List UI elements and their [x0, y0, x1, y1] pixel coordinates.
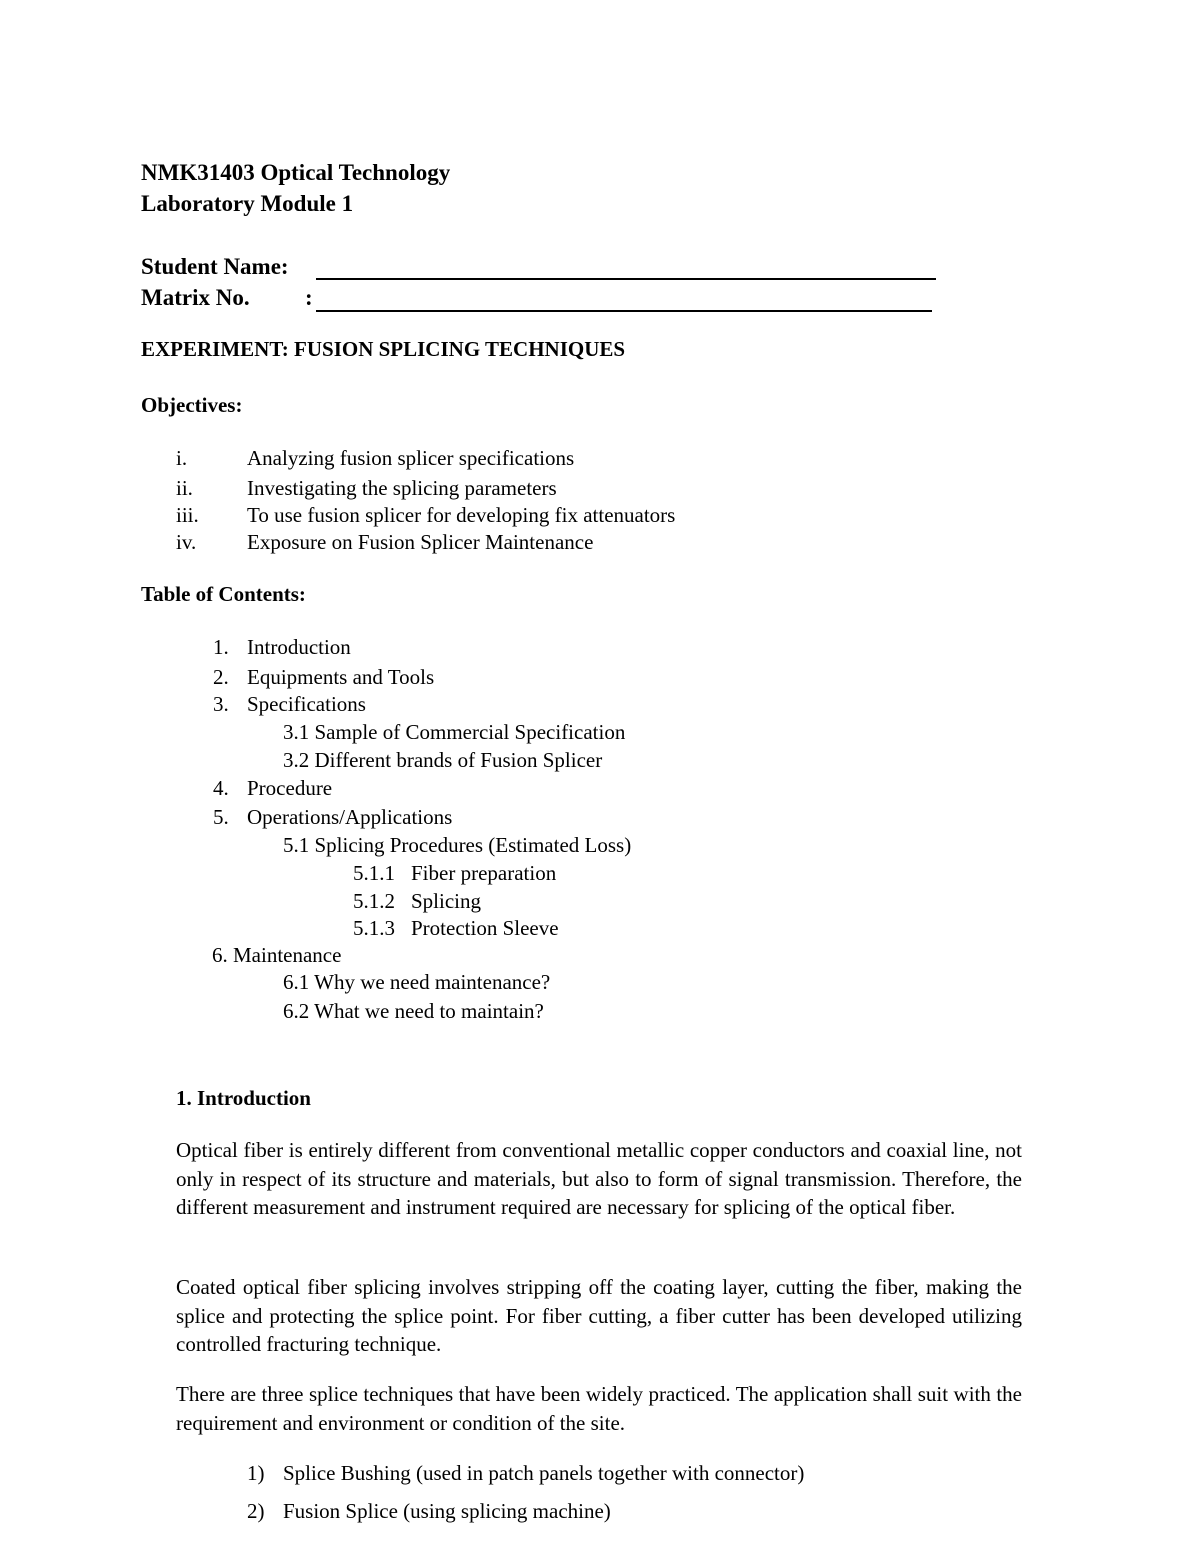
toc-subsubitem: Protection Sleeve — [411, 916, 559, 940]
splice-list-item: Splice Bushing (used in patch panels together with connector) — [283, 1461, 805, 1485]
toc-item-equipments: Equipments and Tools — [247, 665, 435, 689]
introduction-heading: 1. Introduction — [176, 1086, 311, 1110]
toc-item-introduction: Introduction — [247, 635, 351, 659]
intro-paragraph: Coated optical fiber splicing involves stripping off the coating layer, cutting the fiber, making the splice and protecting the splice point. For fiber cutting, a fiber cutter has been developed utilizing controlled fracturing technique. — [176, 1275, 1022, 1356]
toc-subitem: 5.1 Splicing Procedures (Estimated Loss) — [283, 833, 632, 857]
course-title: NMK31403 Optical Technology — [141, 160, 451, 185]
objective-item: Analyzing fusion splicer specifications — [247, 446, 575, 470]
experiment-title: EXPERIMENT: FUSION SPLICING TECHNIQUES — [141, 337, 626, 361]
toc-number: 5.1.1 — [353, 861, 395, 885]
toc-number: 5.1.3 — [353, 916, 395, 940]
toc-number: 3. — [213, 692, 229, 716]
objective-number: i. — [176, 446, 188, 470]
toc-subitem: 3.1 Sample of Commercial Specification — [283, 720, 626, 744]
toc-number: 4. — [213, 776, 229, 800]
matrix-no-field[interactable] — [316, 310, 932, 312]
student-name-label: Student Name: — [141, 254, 289, 279]
objective-item: Exposure on Fusion Splicer Maintenance — [247, 530, 594, 554]
splice-list-number: 1) — [247, 1461, 265, 1485]
student-name-field[interactable] — [316, 278, 936, 280]
toc-number: 1. — [213, 635, 229, 659]
module-title: Laboratory Module 1 — [141, 191, 354, 216]
splice-list-item: Fusion Splice (using splicing machine) — [283, 1499, 611, 1523]
matrix-no-label: Matrix No. — [141, 285, 250, 310]
toc-item-specifications: Specifications — [247, 692, 366, 716]
intro-paragraph: Optical fiber is entirely different from conventional metallic copper conductors and coaxial line, not only in respect of its structure and materials, but also to form of signal transmission. Therefore, the different measurement and instrument required are necessary for splicing of the optical fiber. — [176, 1138, 1022, 1219]
toc-item-operations: Operations/Applications — [247, 805, 453, 829]
toc-number: 5. — [213, 805, 229, 829]
objective-number: iii. — [176, 503, 199, 527]
toc-subsubitem: Fiber preparation — [411, 861, 557, 885]
toc-subitem: 3.2 Different brands of Fusion Splicer — [283, 748, 603, 772]
objectives-heading: Objectives: — [141, 393, 243, 417]
toc-number: 2. — [213, 665, 229, 689]
matrix-no-colon: : — [305, 285, 313, 310]
intro-paragraph: There are three splice techniques that have been widely practiced. The application shall suit with the requirement and environment or condition of the site. — [176, 1382, 1022, 1435]
toc-item-procedure: Procedure — [247, 776, 333, 800]
toc-number: 5.1.2 — [353, 889, 395, 913]
toc-subsubitem: Splicing — [411, 889, 482, 913]
objective-number: iv. — [176, 530, 197, 554]
toc-subitem: 6.2 What we need to maintain? — [283, 999, 544, 1023]
toc-item-maintenance: 6. Maintenance — [212, 943, 342, 967]
objective-item: To use fusion splicer for developing fix attenuators — [247, 503, 676, 527]
objective-item: Investigating the splicing parameters — [247, 476, 557, 500]
toc-subitem: 6.1 Why we need maintenance? — [283, 970, 551, 994]
objective-number: ii. — [176, 476, 193, 500]
toc-heading: Table of Contents: — [141, 582, 306, 606]
splice-list-number: 2) — [247, 1499, 265, 1523]
